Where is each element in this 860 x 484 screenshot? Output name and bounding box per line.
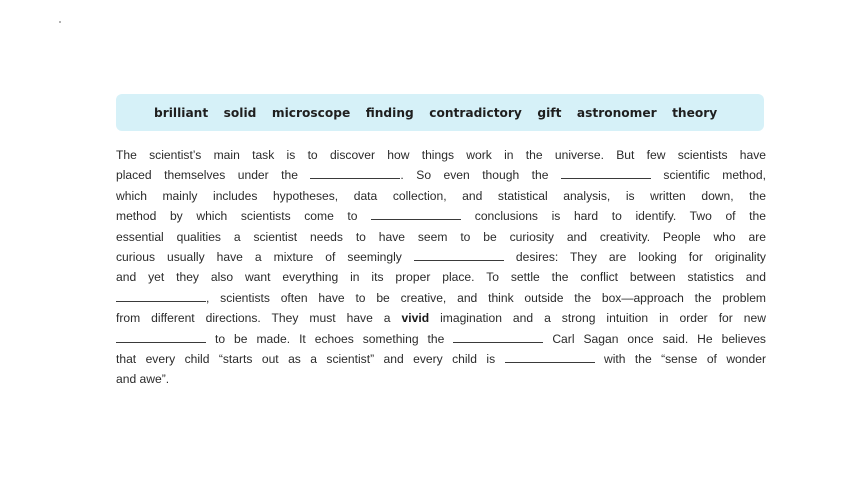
blank-3	[371, 210, 461, 220]
blank-2	[561, 169, 651, 179]
word-bank-word: brilliant	[154, 105, 209, 120]
passage-text: scientific method,	[663, 168, 766, 183]
passage-text: . So even though the	[400, 168, 549, 183]
word-bank-word: astronomer	[576, 105, 657, 120]
passage-text: to be made. It echoes something the	[214, 331, 445, 346]
passage-text: The scientist’s main task is to discover how things work in the universe. But few scientists have	[116, 148, 766, 162]
passage-text: placed themselves under the	[116, 168, 298, 183]
passage-text: from different directions. They must have a	[116, 311, 391, 326]
passage-text: which mainly includes hypotheses, data collection, and statistical analysis, is written down, the	[116, 188, 766, 203]
passage-text: with the “sense of wonder	[603, 351, 766, 366]
passage-line	[116, 349, 766, 369]
blank-1	[310, 169, 400, 179]
passage-text: conclusions is hard to identify. Two of the	[474, 209, 766, 224]
passage-line	[116, 288, 766, 308]
passage-text: and awe”.	[116, 372, 170, 387]
passage	[116, 145, 766, 390]
passage-text: curious usually have a mixture of seemingly	[116, 249, 402, 264]
passage-line	[116, 308, 766, 328]
passage-text: method by which scientists come to	[116, 209, 358, 224]
passage-line	[116, 247, 766, 267]
word-bank-word: theory	[672, 105, 718, 120]
passage-text: essential qualities a scientist needs to have seem to be curiosity and creativity. People who are	[116, 229, 766, 244]
passage-line	[116, 369, 766, 389]
word-bank-word: contradictory	[429, 105, 522, 120]
passage-line	[116, 206, 766, 226]
blank-7	[453, 333, 543, 343]
passage-line	[116, 329, 766, 349]
blank-5	[116, 292, 206, 302]
passage-line	[116, 165, 766, 185]
word-bank	[116, 94, 764, 131]
passage-text: , scientists often have to be creative, and think outside the box—approach the problem	[206, 290, 766, 305]
passage-line	[116, 145, 766, 165]
word-bank-word: finding	[365, 105, 414, 120]
passage-text: imagination and a strong intuition in order for new	[440, 311, 766, 326]
word-bank-word: gift	[537, 105, 562, 120]
corner-dot	[59, 21, 61, 23]
blank-8	[505, 353, 595, 363]
passage-line	[116, 227, 766, 247]
passage-text: and yet they also want everything in its proper place. To settle the conflict between statistics and	[116, 270, 766, 285]
passage-text: that every child “starts out as a scientist” and every child is	[116, 351, 496, 366]
word-bank-word: solid	[223, 105, 257, 120]
passage-text: desires: They are looking for originality	[515, 249, 766, 264]
passage-text: Carl Sagan once said. He believes	[552, 331, 766, 346]
blank-4	[414, 251, 504, 261]
passage-line	[116, 267, 766, 287]
word-bank-word: microscope	[271, 105, 351, 120]
passage-line	[116, 186, 766, 206]
blank-6	[116, 333, 206, 343]
bold-word: vivid	[401, 311, 430, 326]
